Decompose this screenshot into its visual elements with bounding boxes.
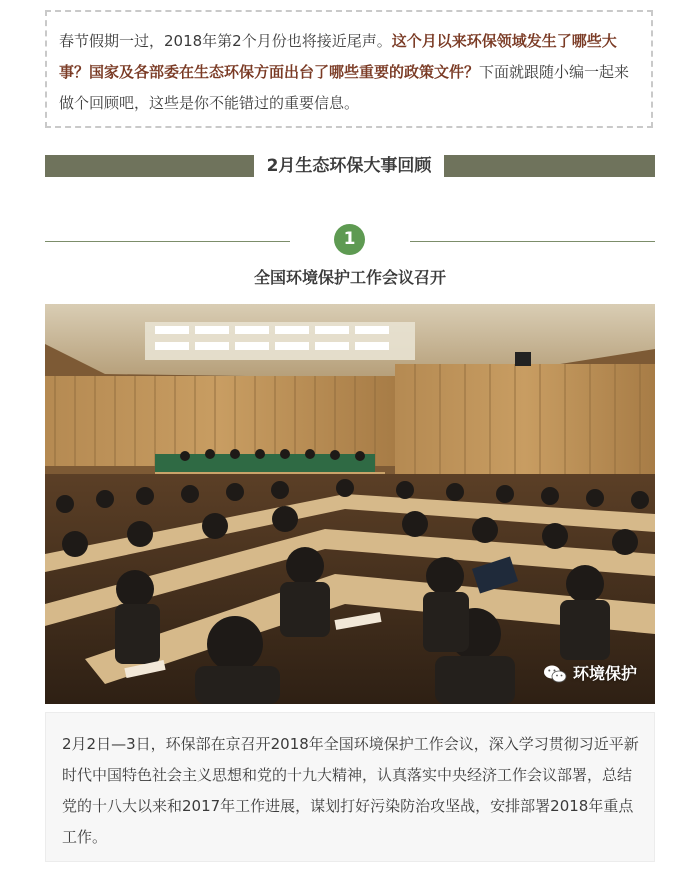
item-title: 全国环境保护工作会议召开 — [253, 268, 446, 287]
divider-left — [45, 241, 290, 242]
meeting-photo — [45, 304, 655, 704]
intro-tail-text: 下面就跟随小编一起来做个回顾吧，这些是你不能错过的重要信息。 — [59, 63, 630, 112]
item-description-box — [45, 712, 655, 862]
divider-right — [410, 241, 655, 242]
section-title: 2月生态环保大事回顾 — [254, 153, 444, 179]
item-description-text: 2月2日—3日，环保部在京召开2018年全国环境保护工作会议，深入学习贯彻习近平新时代中国特色社会主义思想和党的十九大精神，认真落实中央经济工作会议部署，总结党的十八大以来和2017年工作进展，谋划打好污染防治攻坚战，安排部署2018年重点工作。 — [62, 735, 639, 846]
meeting-photo-illustration — [45, 304, 655, 704]
wechat-icon — [543, 664, 567, 684]
item-number-badge: 1 — [334, 224, 365, 255]
intro-box — [45, 10, 653, 128]
watermark — [543, 660, 637, 688]
watermark-text: 环境保护 — [572, 664, 637, 683]
intro-highlight-text: 这个月以来环保领域发生了哪些大事？国家及各部委在生态环保方面出台了哪些重要的政策文件？ — [59, 32, 617, 81]
intro-lead-text: 春节假期一过，2018年第2个月份也将接近尾声。 — [59, 32, 392, 50]
